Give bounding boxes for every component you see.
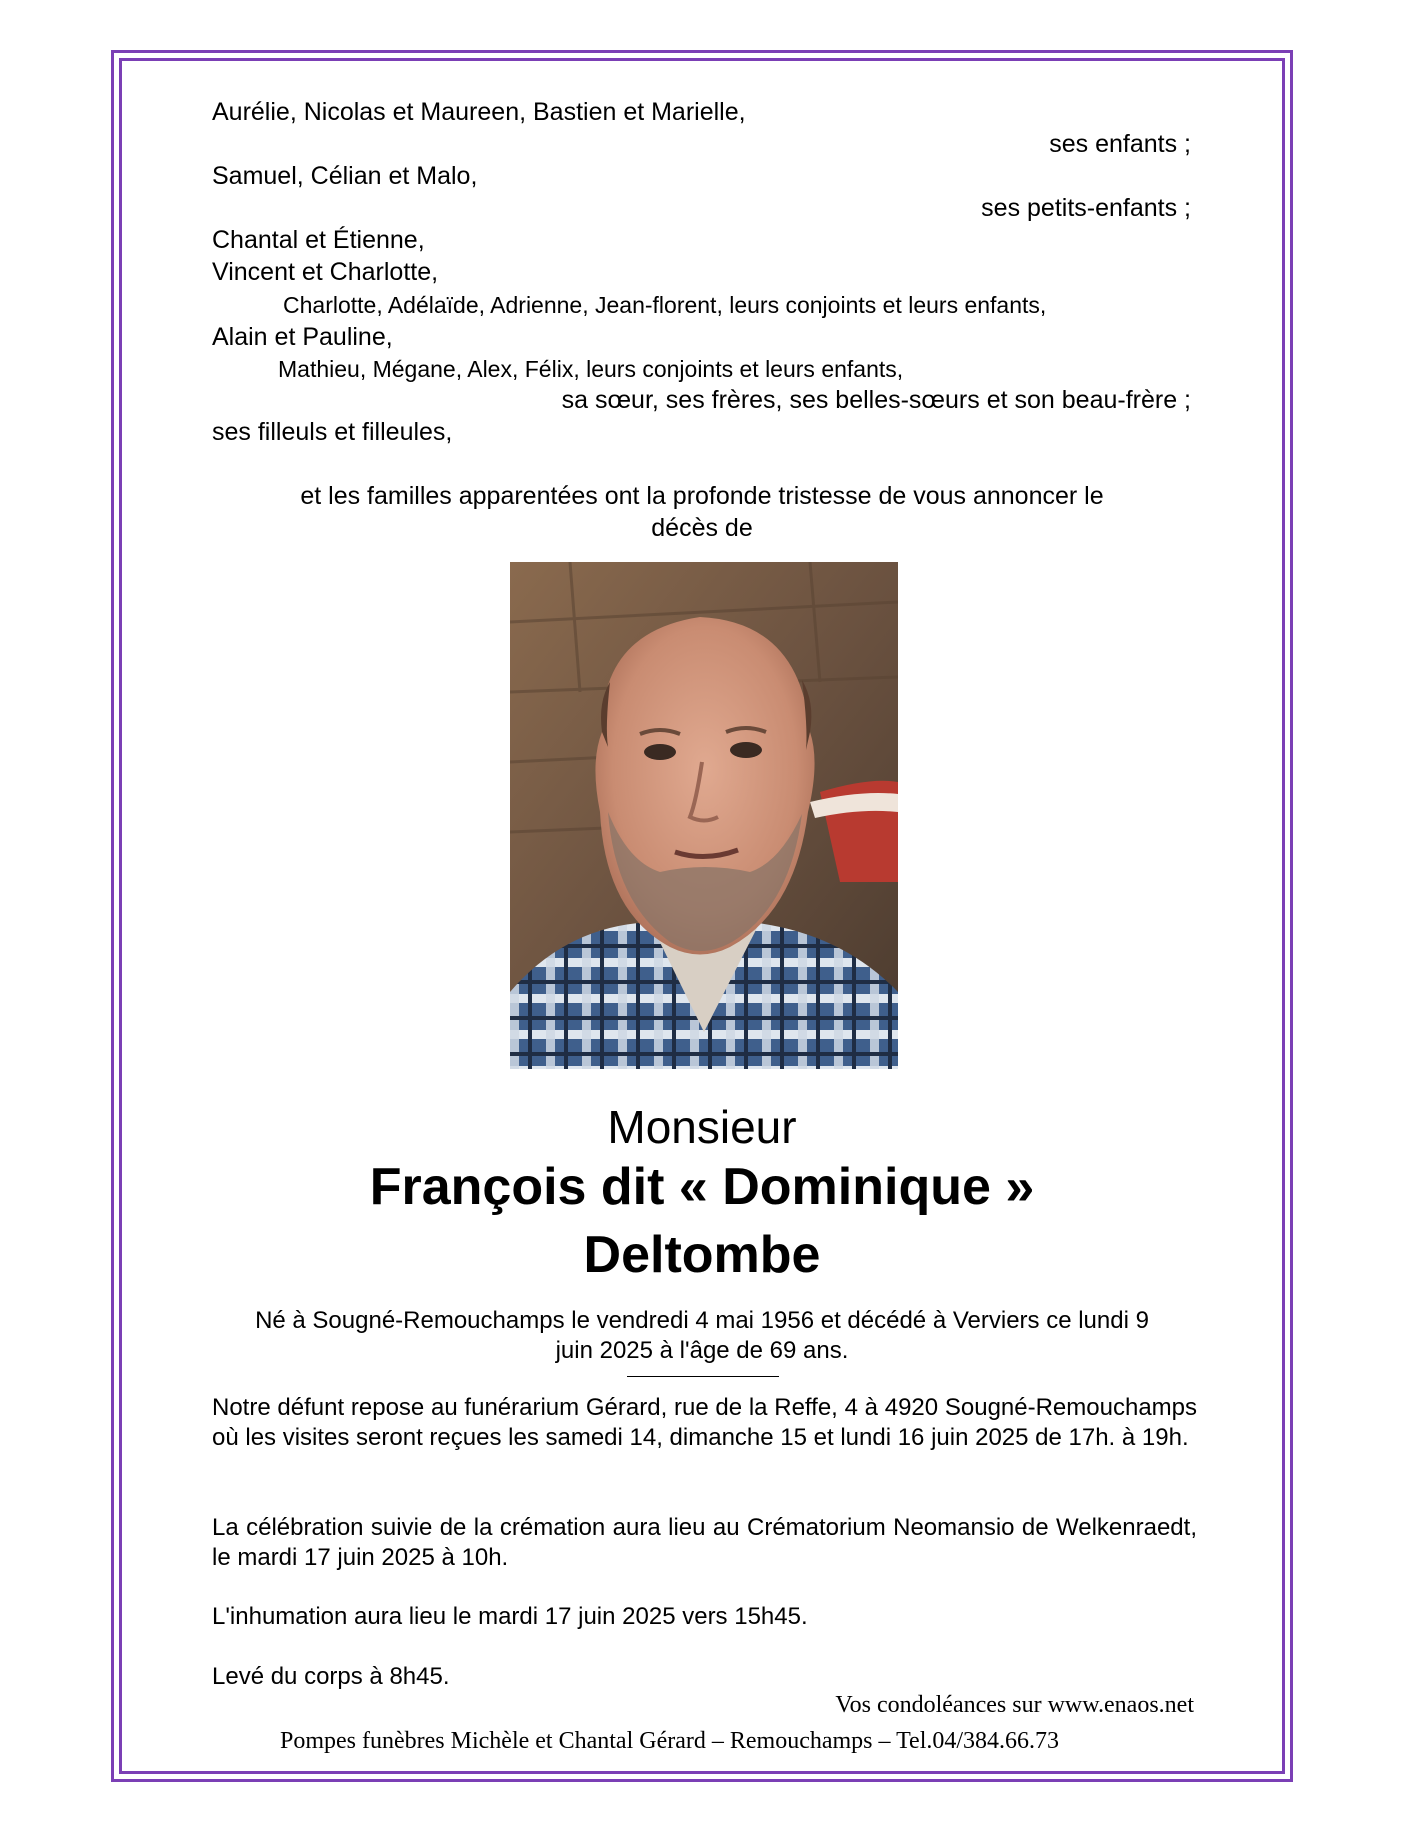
- deceased-last-name: Deltombe: [583, 1226, 821, 1284]
- sibling-chantal: Chantal et Étienne,: [212, 226, 425, 254]
- godchildren: ses filleuls et filleules,: [212, 418, 453, 446]
- condolences-link-text: Vos condoléances sur www.enaos.net: [835, 1692, 1194, 1718]
- levee-paragraph: Levé du corps à 8h45.: [212, 1663, 450, 1690]
- deceased-portrait: [510, 562, 898, 1069]
- sibling-vincent: Vincent et Charlotte,: [212, 258, 439, 286]
- grandchildren-role: ses petits-enfants ;: [981, 194, 1191, 222]
- announcement-intro-line2: décès de: [651, 514, 753, 542]
- birth-death-line1: Né à Sougné-Remouchamps le vendredi 4 mai 1956 et décédé à Verviers ce lundi 9: [255, 1307, 1149, 1334]
- funeral-home-footer: Pompes funèbres Michèle et Chantal Gérard – Remouchamps – Tel.04/384.66.73: [280, 1728, 1060, 1754]
- birth-death-info: [212, 1306, 1192, 1366]
- ceremony-paragraph: La célébration suivie de la crémation aura lieu au Crématorium Neomansio de Welkenraedt, le mardi 17 juin 2025 à 10h.: [212, 1514, 1197, 1571]
- children-names: Aurélie, Nicolas et Maureen, Bastien et Marielle,: [212, 98, 746, 126]
- grandchildren-names: Samuel, Célian et Malo,: [212, 162, 478, 190]
- sibling-alain-children: Mathieu, Mégane, Alex, Félix, leurs conjoints et leurs enfants,: [278, 356, 904, 382]
- birth-death-line2: juin 2025 à l'âge de 69 ans.: [555, 1337, 849, 1364]
- children-role: ses enfants ;: [1049, 130, 1191, 158]
- separator-line: [627, 1376, 779, 1377]
- siblings-role: sa sœur, ses frères, ses belles-sœurs et son beau-frère ;: [561, 386, 1191, 414]
- sibling-alain: Alain et Pauline,: [212, 323, 393, 351]
- burial-paragraph: L'inhumation aura lieu le mardi 17 juin 2025 vers 15h45.: [212, 1603, 808, 1630]
- sibling-vincent-children: Charlotte, Adélaïde, Adrienne, Jean-florent, leurs conjoints et leurs enfants,: [283, 292, 1047, 318]
- funerarium-paragraph: Notre défunt repose au funérarium Gérard, rue de la Reffe, 4 à 4920 Sougné-Remouchamps où les visites seront reçues les samedi 14, dimanche 15 et lundi 16 juin 2025 de 17h. à 19h.: [212, 1394, 1197, 1451]
- deceased-first-name: François dit « Dominique »: [369, 1158, 1035, 1216]
- deceased-civility: Monsieur: [607, 1101, 797, 1153]
- announcement-intro-line1: et les familles apparentées ont la profonde tristesse de vous annoncer le: [300, 482, 1104, 510]
